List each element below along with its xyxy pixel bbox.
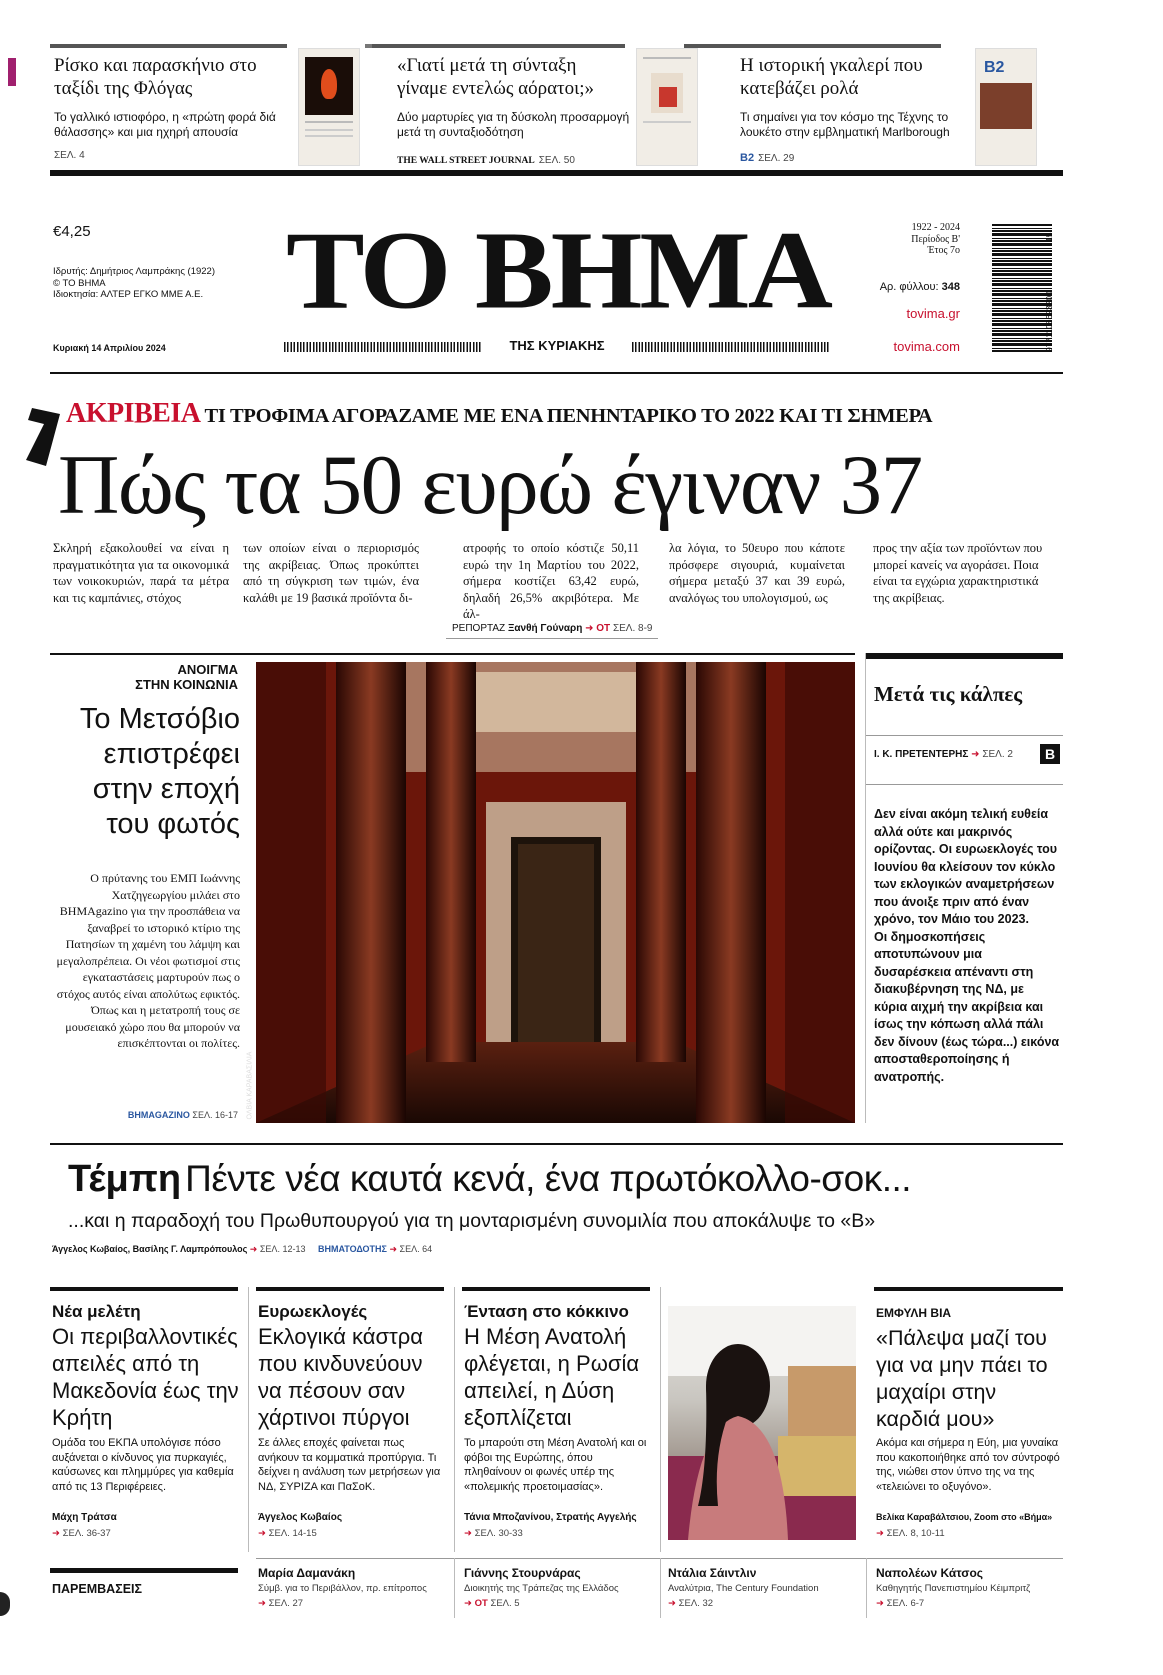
story-author: Τάνια Μποζανίνου, Στρατής Αγγελής — [464, 1512, 637, 1523]
promo-ref: ΣΕΛ. 50 — [538, 155, 575, 166]
story-title: Εκλογικά κάστρα που κινδυνεύουν να πέσουν σαν χάρτινοι πύργοι — [258, 1324, 423, 1430]
opinion-ref: ΣΕΛ. 32 — [678, 1598, 714, 1609]
site-link-com[interactable]: tovima.com — [893, 339, 960, 354]
promo-title: Η ιστορική γκαλερί που κατεβάζει ρολά — [740, 55, 923, 99]
promo-thumbnail — [975, 48, 1037, 166]
story-text: Το μπαρούτι στη Μέση Ανατολή και οι φόβοι της Ευρώπης, όπου πληθαίνουν οι φωνές υπέρ της «πολεμικής προετοιμασίας». — [464, 1437, 647, 1493]
woman-photo[interactable] — [668, 1306, 856, 1540]
promo-text: Τι σημαίνει για τον κόσμο της Τέχνης το λουκέτο στην εμβληματική Marlborough — [740, 110, 950, 139]
story-text: Ομάδα του ΕΚΠΑ υπολόγισε πόσο αυξάνεται ο κίνδυνος για πυρκαγιές, καύσωνες και πλημμύρες για καθεμία από τις 13 Περιφέρειες. — [52, 1437, 234, 1493]
election-ref: ΣΕΛ. 2 — [982, 749, 1013, 760]
founder: Ιδρυτής: Δημήτριος Λαμπράκης (1922) — [53, 266, 216, 277]
metsovio-kicker-2: ΣΤΗΝ ΚΟΙΝΩΝΙΑ — [135, 677, 238, 692]
story-section: ΕΜΦΥΛΗ ΒΙΑ — [876, 1306, 952, 1320]
barcode-addon: 15 — [1044, 232, 1054, 242]
promo-thumbnail — [636, 48, 698, 166]
tempi-deck: ...και η παραδοχή του Πρωθυπουργού για τη μονταρισμένη συνομιλία που αποκάλυψε το «Β» — [68, 1210, 876, 1232]
story-author: Μάχη Τράτσα — [52, 1512, 117, 1523]
promo-text: Το γαλλικό ιστιοφόρο, η «πρώτη φορά διά θάλασσης» και μια ηχηρή απουσία — [54, 110, 276, 139]
years: 1922 - 2024 — [911, 222, 960, 233]
opinion-name: Ναπολέων Κάτσος — [876, 1566, 984, 1580]
story-section: Ένταση στο κόκκινο — [464, 1302, 629, 1321]
woman-illustration — [668, 1306, 856, 1540]
lead-col-5: προς την αξία των προϊόντων που μπορεί κανείς να αγοράσει. Ποια είναι τα εγχώρια χαρακτηριστικά της ακρίβειας. — [873, 541, 1043, 605]
opinion-ref: ΣΕΛ. 27 — [268, 1598, 304, 1609]
opinion-ref: ΣΕΛ. 6-7 — [886, 1598, 925, 1609]
masthead-rule-right — [632, 342, 830, 352]
lead-kicker-text: ΤΙ ΤΡΟΦΙΜΑ ΑΓΟΡΑΖΑΜΕ ΜΕ ΕΝΑ ΠΕΝΗΝΤΑΡΙΚΟ ΤΟ 2022 ΚΑΙ ΤΙ ΣΗΜΕΡΑ — [204, 405, 933, 427]
person-image — [651, 73, 683, 113]
tempi-ref-2: ΣΕΛ. 64 — [399, 1244, 433, 1254]
hall-illustration — [256, 662, 855, 1123]
barcode — [992, 224, 1052, 352]
barcode-number: 9771108623200 — [1044, 291, 1054, 352]
tempi-ref-2-label: ΒΗΜΑΤΟΔΟΤΗΣ — [317, 1244, 387, 1254]
report-pages: ΣΕΛ. 8-9 — [612, 623, 653, 634]
opinion-role: Σύμβ. για το Περιβάλλον, πρ. επίτροπος — [258, 1583, 427, 1594]
price: €4,25 — [53, 223, 91, 240]
promo-text: Δύο μαρτυρίες για τη δύσκολη προσαρμογή μετά τη συνταξιοδότηση — [397, 110, 630, 139]
report-ref: ΟΤ — [596, 623, 611, 634]
masthead-subtitle: ΤΗΣ ΚΥΡΙΑΚΗΣ — [509, 338, 605, 353]
issue-label: Αρ. φύλλου: — [879, 281, 939, 293]
flame-image — [305, 57, 353, 115]
gallery-image — [980, 83, 1032, 129]
quote-mark — [26, 408, 60, 468]
report-label: ΡΕΠΟΡΤΑΖ — [452, 623, 506, 634]
election-badge: B — [1040, 744, 1060, 764]
promo-ref: ΣΕΛ. 4 — [54, 150, 85, 161]
opinion-role: Καθηγητής Πανεπιστημίου Κέιμπριτζ — [876, 1583, 1031, 1594]
photo-credit: ΟΛΒΙΑ ΚΑΡΑΒΑΣΙΛΙΑ — [246, 1051, 254, 1120]
b2-logo: B2 — [984, 59, 1005, 76]
lead-kicker — [66, 398, 932, 430]
election-text-1: Δεν είναι ακόμη τελική ευθεία αλλά ούτε και μακρινός ορίζοντας. Οι ευρωεκλογές του Ιουνίου θα κλείσουν τον κύκλο των εκλογικών αναμετρήσεων που άνοιξε πριν από έναν χρόνο, τον Μάιο του 2023. — [874, 807, 1058, 926]
metsovio-photo[interactable] — [246, 662, 855, 1123]
issue-date: Κυριακή 14 Απριλίου 2024 — [53, 343, 166, 353]
tempi-ref-1: ΣΕΛ. 12-13 — [259, 1244, 306, 1254]
lead-headline[interactable]: Πώς τα 50 ευρώ έγιναν 37 — [58, 438, 922, 532]
masthead-title: ΤΟ ΒΗΜΑ — [286, 208, 830, 333]
story-title: Οι περιβαλλοντικές απειλές από τη Μακεδονία έως την Κρήτη — [52, 1324, 239, 1430]
edge-mark — [8, 58, 16, 86]
story-title: Η Μέση Ανατολή φλέγεται, η Ρωσία απειλεί, η Δύση εξοπλίζεται — [464, 1324, 640, 1430]
lead-col-1: Σκληρή εξακολουθεί να είναι η πραγματικότητα για τα οικονομικά των νοικοκυριών, παρά τα μέτρα και τις καμπάνιες, στόχος — [53, 541, 229, 605]
promo-title: «Γιατί μετά τη σύνταξη γίναμε εντελώς αόρατοι;» — [397, 55, 595, 99]
metsovio-kicker-1: ΑΝΟΙΓΜΑ — [177, 662, 238, 677]
tempi-headline[interactable] — [68, 1158, 911, 1201]
metsovio-title[interactable]: Το Μετσόβιο επιστρέφει στην εποχή του φωτός — [79, 703, 240, 840]
owner: Ιδιοκτησία: ΑΛΤΕΡ ΕΓΚΟ ΜΜΕ Α.Ε. — [53, 289, 204, 300]
story-section: Νέα μελέτη — [52, 1302, 141, 1321]
lead-col-3: ατροφής το οποίο κόστιζε 50,11 ευρώ την 1η Μαρτίου του 2022, σήμερα κοστίζει 63,42 ευρώ, δηλαδή 26,5% ακριβότερα. Με άλ- — [463, 541, 639, 621]
opinions-label: ΠΑΡΕΜΒΑΣΕΙΣ — [52, 1582, 143, 1596]
copyright: © ΤΟ ΒΗΜΑ — [53, 277, 106, 289]
masthead-rule-left — [284, 342, 482, 352]
metsovio-ref-label: ΒΗΜΑGAZINO — [127, 1110, 190, 1120]
lead-report[interactable]: ΡΕΠΟΡΤΑΖ Ξανθή Γούναρη ➜ ΟΤ ΣΕΛ. 8-9 — [452, 623, 653, 634]
tempi-bold: Τέμπη — [68, 1158, 182, 1200]
story-text: Ακόμα και σήμερα η Εύη, μια γυναίκα που κακοποιήθηκε από τον σύντροφό της, νιώθει στον ύπνο της να της «τελειώνει το οξυγόνο». — [876, 1437, 1060, 1493]
lead-col-2: των οποίων είναι ο περιορισμός της ακρίβειας. Όπως προκύπτει από τη σύγκριση των τιμών, ένα καλάθι με 19 βασικά προϊόντα δι- — [243, 541, 419, 605]
story-author: Βελίκα Καραβάλτσιου, Zoom στο «Βήμα» — [876, 1512, 1053, 1522]
tempi-title: Πέντε νέα καυτά κενά, ένα πρωτόκολλο-σοκ... — [185, 1158, 912, 1199]
story-section: Ευρωεκλογές — [258, 1302, 368, 1321]
election-text-2: Οι δημοσκοπήσεις αποτυπώνουν μια δυσαρέσκεια απέναντι στη διακυβέρνηση της ΝΔ, με κύρια αιχμή την ακρίβεια και ίσως την κόπωση αλλά πάλι δεν δίνουν (έως τώρα...) εικόνα αποσταθεροποίησης ή ανατροπής. — [874, 929, 1060, 1084]
opinion-role: Αναλύτρια, The Century Foundation — [668, 1583, 819, 1594]
lead-col-4: λα λόγια, το 50ευρο που κάποτε πρόσφερε σιγουριά, κυμαίνεται σήμερα μεταξύ 37 και 39 ευρώ, αναλόγως του υπολογισμού, ως — [669, 541, 845, 605]
opinion-name: Ντάλια Σάιντλιν — [668, 1566, 757, 1580]
opinion-name: Μαρία Δαμανάκη — [258, 1566, 356, 1580]
opinion-role: Διοικητής της Τράπεζας της Ελλάδος — [464, 1583, 619, 1594]
promo-source: THE WALL STREET JOURNAL — [397, 156, 535, 166]
lead-kicker-red: ΑΚΡΙΒΕΙΑ — [66, 398, 201, 429]
promo-ref: ΣΕΛ. 29 — [758, 153, 795, 164]
election-author: Ι. Κ. ΠΡΕΤΕΝΤΕΡΗΣ — [874, 749, 969, 760]
year-no: Έτος 7ο — [927, 245, 960, 256]
promo-thumbnail — [298, 48, 360, 166]
period: Περίοδος Β' — [911, 233, 960, 245]
promo-title: Ρίσκο και παρασκήνιο στο ταξίδι της Φλόγας — [54, 55, 257, 99]
story-ref: ΣΕΛ. 30-33 — [474, 1528, 523, 1539]
election-title[interactable]: Μετά τις κάλπες — [874, 682, 1023, 706]
opinion-name: Γιάννης Στουρνάρας — [464, 1566, 581, 1580]
story-author: Άγγελος Κωβαίος — [258, 1512, 343, 1523]
issue-number: 348 — [941, 281, 960, 293]
story-ref: ΣΕΛ. 8, 10-11 — [886, 1528, 945, 1539]
metsovio-text: Ο πρύτανης του ΕΜΠ Ιωάννης Χατζηγεωργίου μιλάει στο ΒΗΜΑgazino για την προσπάθεια να ξαναβρεί το ιστορικό κτίριο της Πατησίων τη χαμένη του λάμψη και μεγαλοπρέπεια. Οι νέοι φωτισμοί στις εγκαταστάσεις μαρτυρούν πως ο στόχος αυτός είναι απολύτως εφικτός. Όπως και η μετατροπή τους σε μουσειακό χώρο που θα μπορούν να επισκέπτονται οι πολίτες. — [56, 871, 240, 1050]
story-ref: ΣΕΛ. 36-37 — [62, 1528, 111, 1539]
opinion-ref-label: ΟΤ — [474, 1598, 488, 1609]
story-ref: ΣΕΛ. 14-15 — [268, 1528, 317, 1539]
metsovio-ref: ΣΕΛ. 16-17 — [192, 1110, 238, 1120]
tempi-authors: Άγγελος Κωβαίος, Βασίλης Γ. Λαμπρόπουλος — [52, 1244, 248, 1254]
report-author: Ξανθή Γούναρη — [507, 623, 583, 634]
opinion-ref: ΣΕΛ. 5 — [490, 1598, 520, 1609]
site-link-gr[interactable]: tovima.gr — [906, 306, 960, 321]
edge-dot — [0, 1592, 10, 1616]
promo-badge: B2 — [740, 152, 755, 164]
story-title: «Πάλεψα μαζί του για να μην πάει το μαχαίρι στην καρδιά μου» — [876, 1326, 1048, 1431]
story-text: Σε άλλες εποχές φαίνεται πως ανήκουν τα κομματικά προπύργια. Τι δείχνει η ανάλυση των μετρήσεων για ΝΔ, ΣΥΡΙΖΑ και ΠαΣοΚ. — [258, 1437, 441, 1493]
